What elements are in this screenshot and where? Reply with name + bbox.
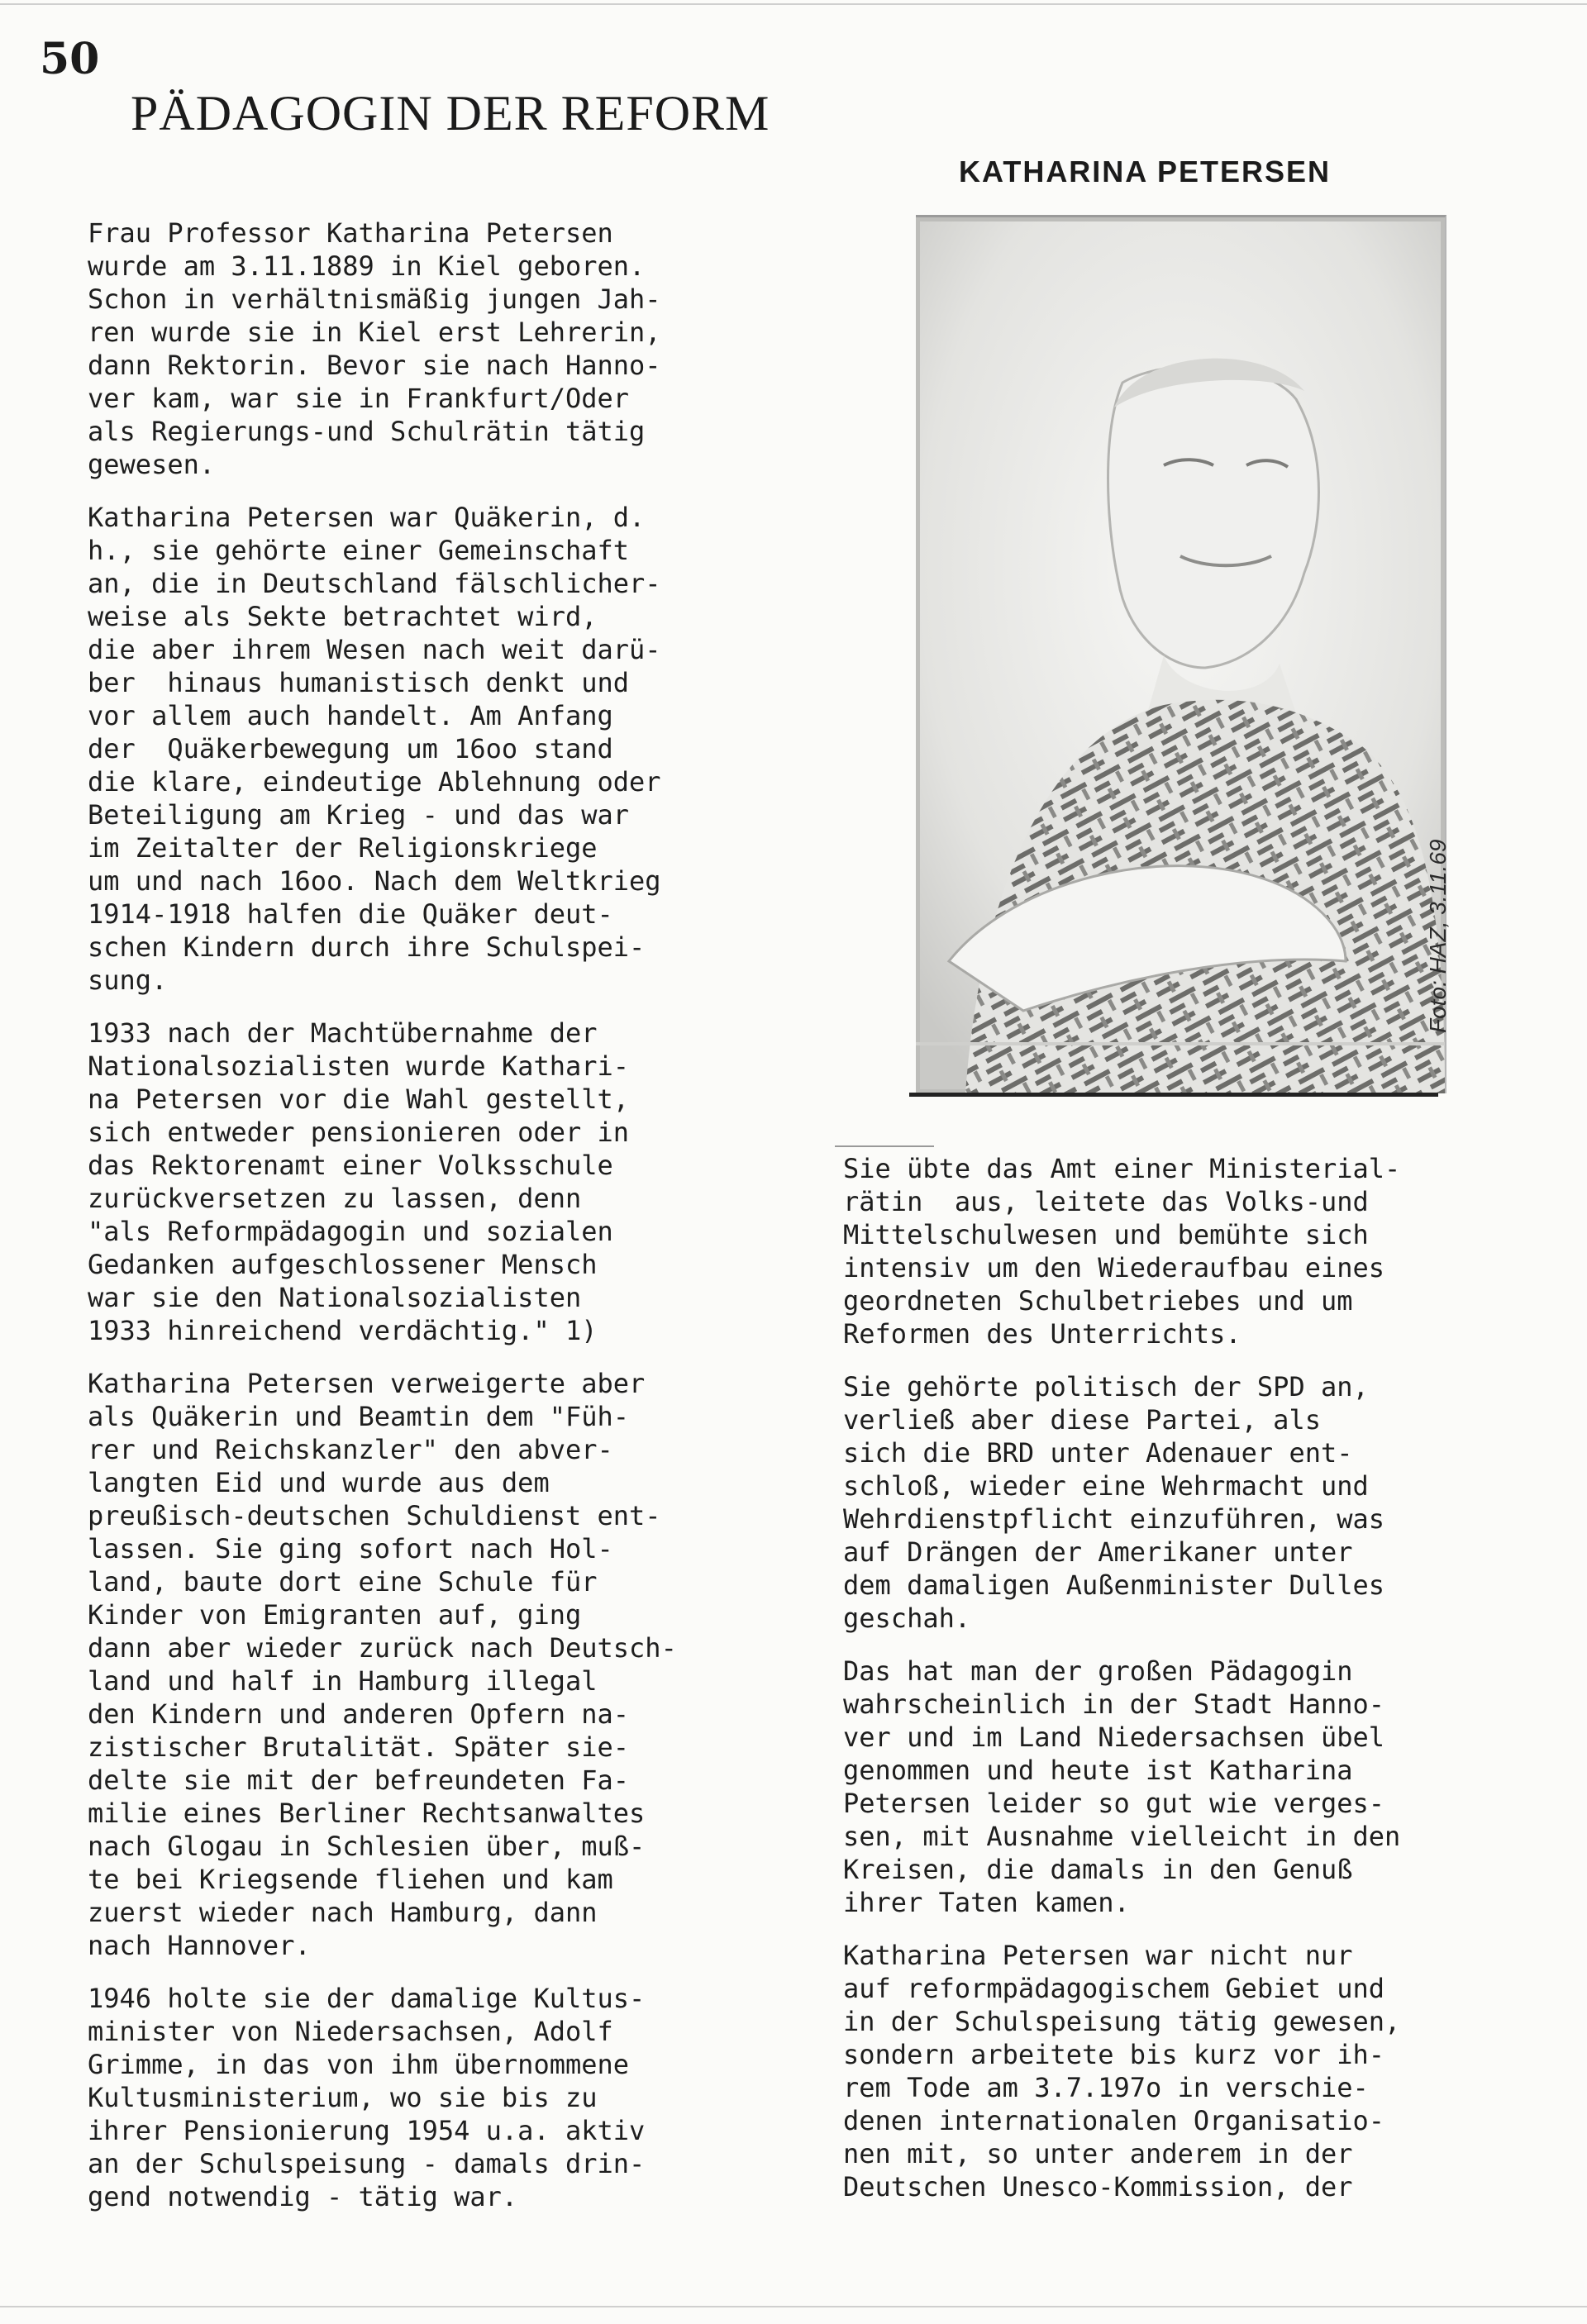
paragraph: Sie übte das Amt einer Ministerial- rätin aus, leitete das Volks-und Mittelschulwesen und bemühte sich intensiv um den Wiederaufbau eines geordneten Schulbetriebes und um Reformen des Unterrichts. <box>843 1153 1401 1350</box>
photo-credit: Foto: HAZ, 3.11.69 <box>1425 839 1451 1033</box>
side-title: KATHARINA PETERSEN <box>959 155 1332 188</box>
bottom-edge-line <box>0 2306 1587 2307</box>
portrait-image <box>916 217 1445 1093</box>
paragraph: Katharina Petersen war Quäkerin, d. h., sie gehörte einer Gemeinschaft an, die in Deutschland fälschlicher- weise als Sekte betrachtet wird, die aber ihrem Wesen nach weit darü- ber hinaus humanistisch denkt und vor allem auch handelt. Am Anfang der Quäkerbewegung um 16oo stand die klare, eindeutige Ablehnung oder Beteiligung am Krieg - und das war im Zeitalter der Religionskriege um und nach 16oo. Nach dem Weltkrieg 1914-1918 halfen die Quäker deut- schen Kindern durch ihre Schulspei- sung. <box>88 502 661 996</box>
paragraph: Das hat man der großen Pädagogin wahrscheinlich in der Stadt Hanno- ver und im Land Niedersachsen übel genommen und heute ist Katharina Petersen leider so gut wie verges- sen, mit Ausnahme vielleicht in den Kreisen, die damals in den Genuß ihrer Taten kamen. <box>843 1655 1401 1918</box>
portrait-photo <box>916 215 1446 1093</box>
paragraph: Sie gehörte politisch der SPD an, verließ aber diese Partei, als sich die BRD unter Adenauer ent- schloß, wieder eine Wehrmacht und Wehrdienstpflicht einzuführen, was auf Drängen der Amerikaner unter dem damaligen Außenminister Dulles geschah. <box>843 1371 1385 1634</box>
paragraph: Katharina Petersen verweigerte aber als Quäkerin und Beamtin dem "Füh- rer und Reichskanzler" den abver- langten Eid und wurde aus dem preußisch-deutschen Schuldienst ent- lassen. Sie ging sofort nach Hol- land, baute dort eine Schule für Kinder von Emigranten auf, ging dann aber wieder zurück nach Deutsch- land und half in Hamburg illegal den Kindern und anderen Opfern na- zistischer Brutalität. Später sie- delte sie mit der befreundeten Fa- milie eines Berliner Rechtsanwaltes nach Glogau in Schlesien über, muß- te bei Kriegsende fliehen und kam zuerst wieder nach Hamburg, dann nach Hannover. <box>88 1368 677 1961</box>
paragraph: 1946 holte sie der damalige Kultus- minister von Niedersachsen, Adolf Grimme, in das von ihm übernommene Kultusministerium, wo sie bis zu ihrer Pensionierung 1954 u.a. aktiv an der Schulspeisung - damals drin- gend notwendig - tätig war. <box>88 1983 646 2212</box>
paragraph: 1933 nach der Machtübernahme der Nationalsozialisten wurde Kathari- na Petersen vor die Wahl gestellt, sich entweder pensionieren oder in das Rektorenamt einer Volksschule zurückversetzen zu lassen, denn "als Reformpädagogin und sozialen Gedanken aufgeschlossener Mensch war sie den Nationalsozialisten 1933 hinreichend verdächtig." 1) <box>88 1017 630 1346</box>
paragraph: Katharina Petersen war nicht nur auf reformpädagogischem Gebiet und in der Schulspeisung tätig gewesen, sondern arbeitete bis kurz vor ih- rem Tode am 3.7.197o in verschie- denen internationalen Organisatio- nen mit, so unter anderem in der Deutschen Unesco-Kommission, der <box>843 1940 1401 2203</box>
page-number: 50 <box>40 34 100 84</box>
top-edge-line <box>0 3 1587 5</box>
page-heading: PÄDAGOGIN DER REFORM <box>131 86 770 140</box>
photo-rule <box>909 1093 1438 1097</box>
paragraph: Frau Professor Katharina Petersen wurde am 3.11.1889 in Kiel geboren. Schon in verhältnismäßig jungen Jah- ren wurde sie in Kiel erst Lehrerin, dann Rektorin. Bevor sie nach Hanno- ver kam, war sie in Frankfurt/Oder als Regierungs-und Schulrätin tätig gewesen. <box>88 217 661 480</box>
column-divider <box>835 1145 934 1147</box>
left-column <box>88 217 832 2233</box>
right-column <box>843 1152 1570 2223</box>
